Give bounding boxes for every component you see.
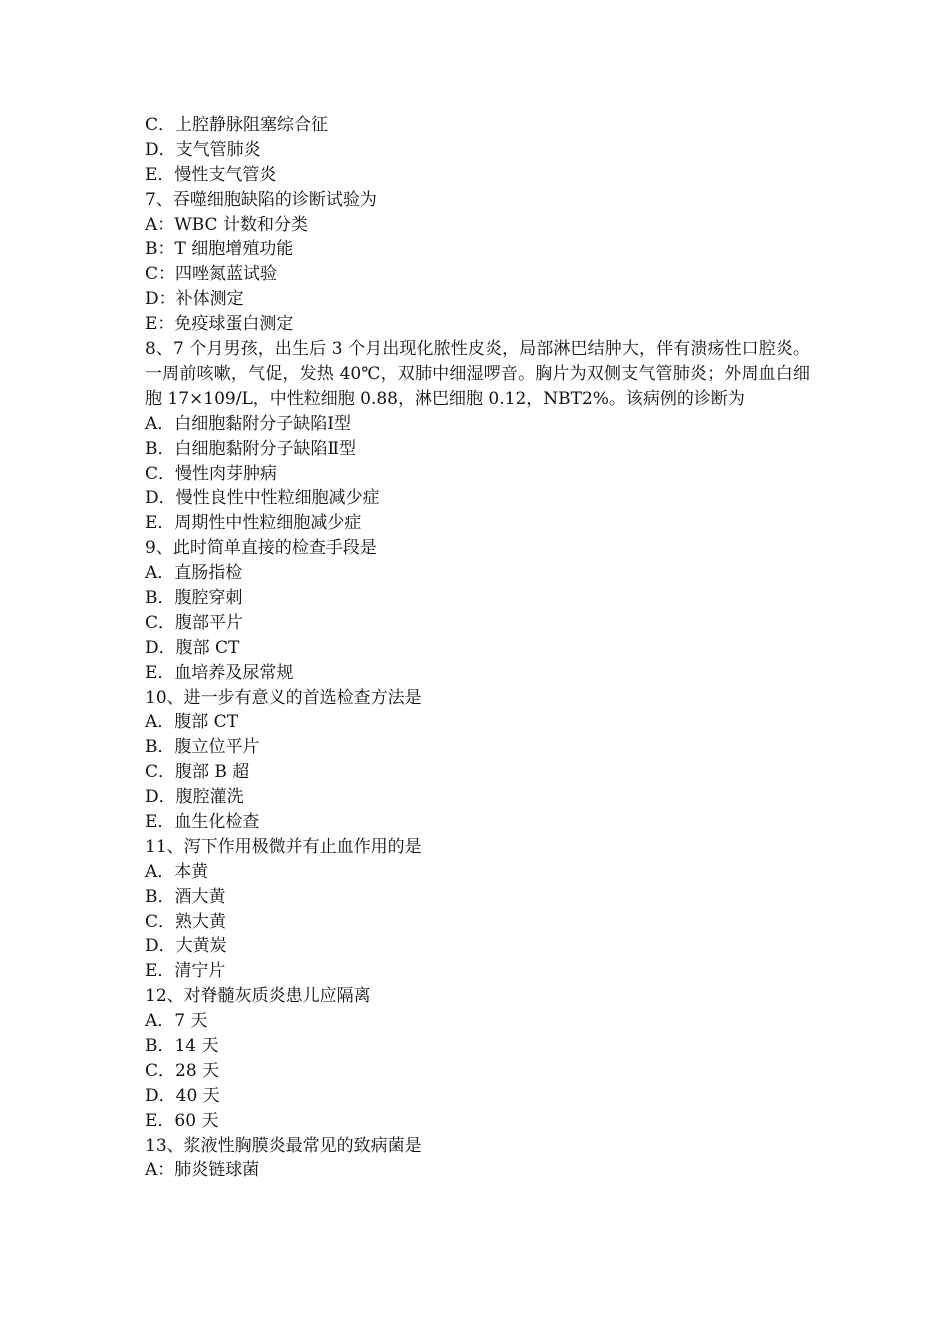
option-line: C．上腔静脉阻塞综合征 [145,115,329,135]
option-line: B．14 天 [145,1036,219,1056]
option-line: D．腹腔灌洗 [145,787,244,808]
option-line: A．7 天 [145,1011,208,1032]
option-line: B：T 细胞增殖功能 [145,239,294,260]
option-line: B．白细胞黏附分子缺陷Ⅱ型 [145,438,357,459]
option-line: D．慢性良性中性粒细胞减少症 [145,488,380,509]
option-line: C．熟大黄 [145,911,227,932]
option-line: E．血培养及尿常规 [145,662,294,683]
option-line: A：肺炎链球菌 [145,1160,260,1181]
question-line: 13、浆液性胸膜炎最常见的致病菌是 [145,1135,422,1156]
option-line: E．60 天 [145,1110,219,1131]
option-line: C：四唑氮蓝试验 [145,264,278,285]
option-line: D．腹部 CT [145,637,240,658]
question-line: 7、吞噬细胞缺陷的诊断试验为 [145,189,377,210]
option-line: A．腹部 CT [145,712,239,733]
option-line: C．腹部 B 超 [145,762,250,783]
option-line: E．血生化检查 [145,811,260,832]
option-line: A．本黄 [145,861,209,882]
question-line: 9、此时简单直接的检查手段是 [145,538,377,559]
option-line: E．慢性支气管炎 [145,164,277,185]
option-line: E．周期性中性粒细胞减少症 [145,513,362,534]
option-line: C．慢性肉芽肿病 [145,463,278,484]
option-line: A：WBC 计数和分类 [145,214,308,235]
option-line: B．腹腔穿刺 [145,587,243,608]
option-line: E：免疫球蛋白测定 [145,314,294,335]
option-line: D．40 天 [145,1085,220,1106]
question-line: 12、对脊髓灰质炎患儿应隔离 [145,986,371,1007]
document-body [145,113,810,1183]
question-line: 11、泻下作用极微并有止血作用的是 [145,836,422,857]
question-paragraph: 8、7 个月男孩，出生后 3 个月出现化脓性皮炎，局部淋巴结肿大，伴有溃疡性口腔炎。一周前咳嗽，气促，发热 40℃，双肺中细湿啰音。胸片为双侧支气管肺炎；外周血白细胞 17×109/L，中性粒细胞 0.88，淋巴细胞 0.12，NBT2%。该病例的诊断为 [145,339,810,409]
option-line: D．大黄炭 [145,936,227,957]
option-line: C．腹部平片 [145,612,244,633]
option-line: B．酒大黄 [145,886,226,907]
option-line: D．支气管肺炎 [145,139,261,160]
option-line: B．腹立位平片 [145,737,260,758]
option-line: A．白细胞黏附分子缺陷Ⅰ型 [145,413,351,434]
option-line: D：补体测定 [145,289,244,310]
option-line: C．28 天 [145,1060,220,1081]
option-line: E．清宁片 [145,961,226,982]
question-line: 10、进一步有意义的首选检查方法是 [145,687,422,708]
option-line: A．直肠指检 [145,563,243,584]
